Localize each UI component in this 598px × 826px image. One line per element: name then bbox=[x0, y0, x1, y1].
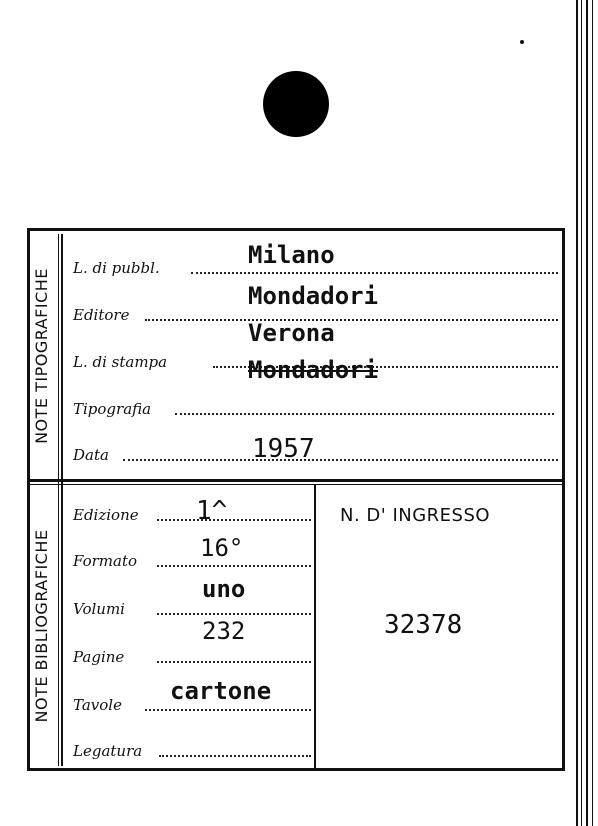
field-label: Edizione bbox=[73, 506, 139, 524]
field-label: Legatura bbox=[73, 742, 143, 760]
label-column-divider bbox=[58, 234, 59, 766]
punch-hole bbox=[263, 71, 329, 137]
card-edge-line bbox=[592, 0, 593, 826]
label-column-divider bbox=[61, 234, 63, 766]
field-value: 232 bbox=[202, 617, 246, 645]
field-formato bbox=[73, 546, 311, 570]
field-value: 1957 bbox=[252, 434, 315, 464]
section-divider bbox=[30, 479, 562, 482]
card-edge-line bbox=[576, 0, 578, 826]
dotted-line bbox=[145, 319, 558, 321]
dotted-line bbox=[191, 272, 558, 274]
field-label: Volumi bbox=[73, 600, 125, 618]
field-label: L. di stampa bbox=[73, 353, 168, 371]
field-label: L. di pubbl. bbox=[73, 259, 160, 277]
field-volumi bbox=[73, 594, 311, 618]
note-tipografiche-label: NOTE TIPOGRAFICHE bbox=[32, 268, 51, 444]
field-tipografia bbox=[73, 394, 558, 418]
ingresso-number: 32378 bbox=[384, 610, 463, 640]
field-value-struck: Mondadori bbox=[248, 356, 379, 384]
dotted-line bbox=[157, 613, 311, 615]
field-value: uno bbox=[202, 575, 246, 603]
field-value: Verona bbox=[248, 319, 335, 347]
field-label: Tipografia bbox=[73, 400, 152, 418]
field-data bbox=[73, 440, 558, 464]
dotted-line bbox=[159, 755, 311, 757]
dotted-line bbox=[157, 519, 311, 521]
field-legatura bbox=[73, 736, 311, 760]
field-label: Pagine bbox=[73, 648, 125, 666]
section-divider bbox=[30, 484, 562, 485]
field-value: 1^ bbox=[196, 496, 228, 526]
dotted-line bbox=[175, 413, 554, 415]
dotted-line bbox=[145, 709, 311, 711]
field-pagine bbox=[73, 642, 311, 666]
field-value: 16° bbox=[200, 534, 244, 562]
field-label: Formato bbox=[73, 552, 138, 570]
dotted-line bbox=[123, 459, 558, 461]
field-value: Milano bbox=[248, 241, 335, 269]
field-label: Editore bbox=[73, 306, 130, 324]
note-bibliografiche-label: NOTE BIBLIOGRAFICHE bbox=[32, 529, 51, 723]
field-edizione bbox=[73, 496, 311, 526]
field-label: Tavole bbox=[73, 696, 122, 714]
dotted-line bbox=[157, 565, 311, 567]
card-edge-line bbox=[581, 0, 582, 826]
ingresso-divider bbox=[314, 485, 316, 768]
dotted-line bbox=[157, 661, 311, 663]
ingresso-label: N. D' INGRESSO bbox=[340, 505, 491, 526]
field-value: Mondadori bbox=[248, 282, 379, 310]
field-value: cartone bbox=[170, 677, 272, 705]
ink-speck bbox=[520, 40, 524, 44]
card-edge-line bbox=[586, 0, 588, 826]
field-label: Data bbox=[73, 446, 109, 464]
